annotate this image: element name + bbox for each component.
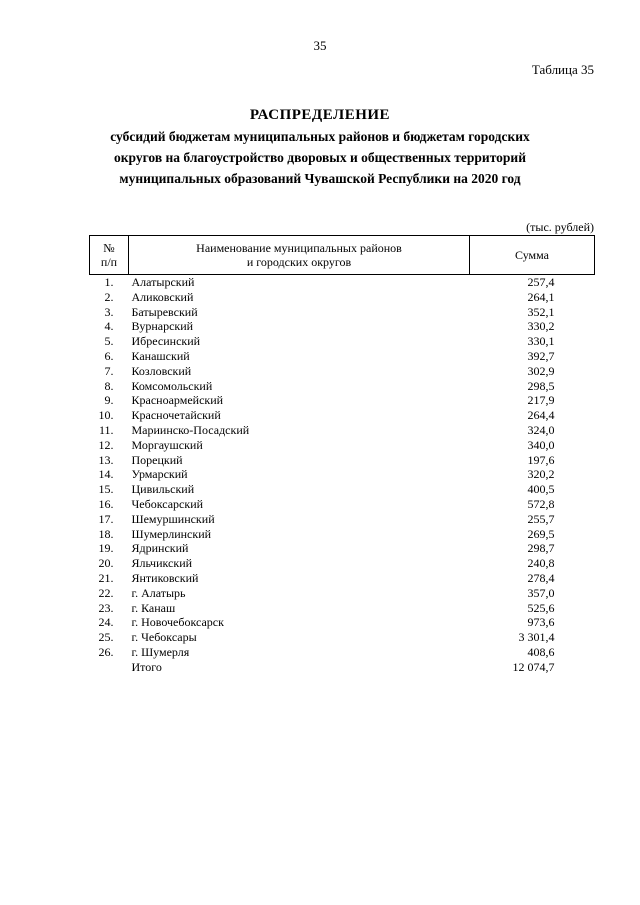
row-sum: 973,6: [527, 615, 555, 630]
row-name: Моргаушский: [131, 437, 203, 452]
row-sum: 240,8: [527, 556, 555, 571]
table-row: [90, 275, 595, 290]
row-name: Вурнарский: [131, 319, 194, 334]
table-row: [90, 393, 595, 408]
row-name: Канашский: [131, 348, 190, 363]
row-sum: 324,0: [527, 422, 555, 437]
table-row: [90, 630, 595, 645]
row-number: 11.: [98, 422, 114, 437]
row-name: г. Новочебоксарск: [131, 615, 224, 630]
table-body: [90, 275, 595, 675]
row-name: г. Алатырь: [131, 585, 186, 600]
row-name: Красноармейский: [131, 393, 224, 408]
distribution-table: [89, 235, 595, 675]
row-sum: 408,6: [527, 644, 555, 659]
table-row: [90, 541, 595, 556]
table-row: [90, 586, 595, 601]
table-header-row: [90, 236, 595, 275]
row-sum: 400,5: [527, 482, 555, 497]
row-number: 19.: [98, 541, 114, 556]
row-name: Красночетайский: [131, 408, 221, 423]
total-row: [90, 660, 595, 675]
row-sum: 298,5: [527, 378, 555, 393]
row-sum: 340,0: [527, 437, 555, 452]
total-number: [90, 660, 129, 675]
row-number: 22.: [98, 585, 114, 600]
row-number: 8.: [104, 378, 114, 393]
row-sum: 298,7: [527, 541, 555, 556]
row-sum: 330,2: [527, 319, 555, 334]
row-sum: 278,4: [527, 570, 555, 585]
table-row: [90, 423, 595, 438]
row-name: Порецкий: [131, 452, 183, 467]
row-sum: 525,6: [527, 600, 555, 615]
row-sum: 392,7: [527, 348, 555, 363]
row-number: 9.: [104, 393, 114, 408]
row-name: Яльчикский: [131, 556, 193, 571]
row-name: г. Шумерля: [131, 644, 190, 659]
row-number: 6.: [104, 348, 114, 363]
table-row: [90, 379, 595, 394]
row-sum: 302,9: [527, 363, 555, 378]
table-row: [90, 512, 595, 527]
row-number: 4.: [104, 319, 114, 334]
row-name: Ибресинский: [131, 334, 201, 349]
row-name: Урмарский: [131, 467, 188, 482]
row-sum: 255,7: [527, 511, 555, 526]
row-number: 1.: [104, 275, 114, 289]
row-number: 25.: [98, 630, 114, 645]
table-row: [90, 467, 595, 482]
row-sum: 572,8: [527, 496, 555, 511]
row-name: г. Чебоксары: [131, 630, 197, 645]
table-row: [90, 497, 595, 512]
table-row: [90, 334, 595, 349]
row-name: Алатырский: [131, 275, 195, 289]
row-name: Чебоксарский: [131, 496, 204, 511]
document-heading: [0, 104, 640, 189]
row-number: 13.: [98, 452, 114, 467]
table-row: [90, 319, 595, 334]
row-sum: 320,2: [527, 467, 555, 482]
row-number: 21.: [98, 570, 114, 585]
row-name: Мариинско-Посадский: [131, 422, 250, 437]
page-number: 35: [313, 38, 327, 53]
header-name: [129, 236, 470, 275]
row-number: 3.: [104, 304, 114, 319]
table-row: [90, 453, 595, 468]
row-sum: 352,1: [527, 304, 555, 319]
row-name: Ядринский: [131, 541, 189, 556]
row-name: Комсомольский: [131, 378, 213, 393]
row-sum: 3 301,4: [518, 630, 555, 645]
header-number-line1: №: [103, 241, 115, 255]
table-row: [90, 364, 595, 379]
row-sum: 257,4: [527, 275, 555, 289]
document-title: РАСПРЕДЕЛЕНИЕ: [249, 107, 391, 123]
table-row: [90, 482, 595, 497]
total-sum: 12 074,7: [512, 659, 555, 674]
header-number: [90, 236, 129, 275]
row-number: 20.: [98, 556, 114, 571]
row-number: 17.: [98, 511, 114, 526]
table-row: [90, 349, 595, 364]
table-row: [90, 556, 595, 571]
row-number: 2.: [104, 289, 114, 304]
total-label: Итого: [131, 659, 162, 674]
row-name: Шемуршинский: [131, 511, 215, 526]
row-number: 10.: [98, 408, 114, 423]
row-number: 7.: [104, 363, 114, 378]
row-sum: 264,1: [527, 289, 555, 304]
table-label: Таблица 35: [531, 62, 594, 77]
table-row: [90, 290, 595, 305]
table-row: [90, 601, 595, 616]
row-number: 5.: [104, 334, 114, 349]
header-name-line1: Наименование муниципальных районов: [196, 241, 402, 255]
row-sum: 357,0: [527, 585, 555, 600]
row-sum: 197,6: [527, 452, 555, 467]
row-sum: 330,1: [527, 334, 555, 349]
table-row: [90, 305, 595, 320]
row-name: Янтиковский: [131, 570, 199, 585]
table-row: [90, 527, 595, 542]
row-name: Козловский: [131, 363, 192, 378]
row-number: 24.: [98, 615, 114, 630]
row-sum: 269,5: [527, 526, 555, 541]
row-name: Батыревский: [131, 304, 198, 319]
row-name: г. Канаш: [131, 600, 176, 615]
table-row: [90, 645, 595, 660]
header-name-line2: и городских округов: [246, 255, 352, 269]
row-name: Аликовский: [131, 289, 194, 304]
row-name: Цивильский: [131, 482, 195, 497]
subtitle-line-2: округов на благоустройство дворовых и общественных территорий: [114, 150, 526, 165]
row-sum: 264,4: [527, 408, 555, 423]
units-label: (тыс. рублей): [526, 220, 594, 234]
row-number: 23.: [98, 600, 114, 615]
row-sum: 217,9: [527, 393, 555, 408]
header-sum: Сумма: [470, 236, 595, 275]
row-number: 18.: [98, 526, 114, 541]
row-name: Шумерлинский: [131, 526, 212, 541]
header-number-line2: п/п: [100, 255, 118, 269]
table-row: [90, 571, 595, 586]
row-number: 12.: [98, 437, 114, 452]
table-row: [90, 438, 595, 453]
table-row: [90, 408, 595, 423]
table-row: [90, 615, 595, 630]
row-number: 14.: [98, 467, 114, 482]
row-number: 15.: [98, 482, 114, 497]
subtitle-line-3: муниципальных образований Чувашской Республики на 2020 год: [119, 171, 521, 186]
row-number: 26.: [98, 644, 114, 659]
row-number: 16.: [98, 496, 114, 511]
subtitle-line-1: субсидий бюджетам муниципальных районов и бюджетам городских: [110, 129, 530, 144]
